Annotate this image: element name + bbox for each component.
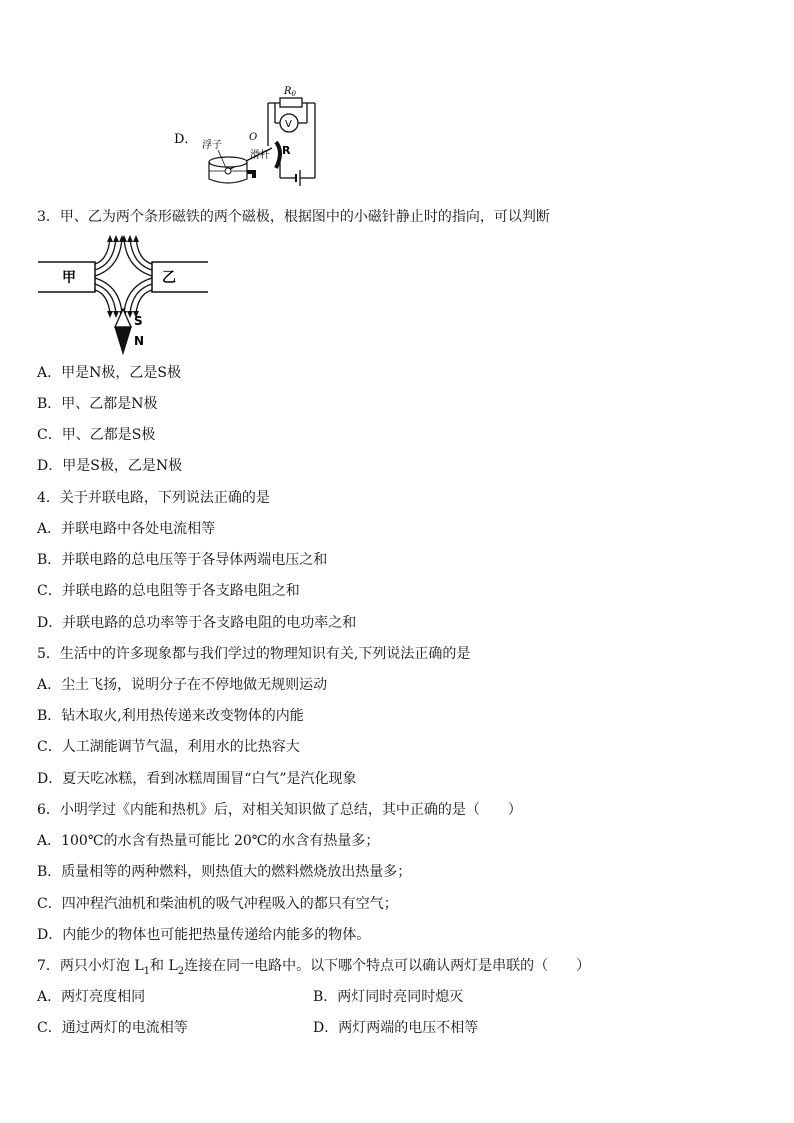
curved-resistor-r	[276, 142, 280, 168]
field-lines-top	[95, 238, 152, 276]
q4-option-a: A．并联电路中各处电流相等	[37, 521, 216, 537]
figure-d-letter: D．	[174, 132, 198, 147]
voltmeter-label: V	[285, 119, 292, 130]
needle-s-label: S	[134, 314, 143, 328]
q5-option-c: C．人工湖能调节气温，利用水的比热容大	[37, 739, 300, 755]
figure-magnets	[38, 232, 208, 354]
float	[225, 168, 231, 174]
q7-option-a: A．两灯亮度相同	[37, 989, 146, 1005]
q6-stem: 6．小明学过《内能和热机》后，对相关知识做了总结，其中正确的是（ ）	[37, 802, 522, 818]
r0-label: $R_0$	[284, 86, 296, 98]
q4-option-c: C．并联电路的总电阻等于各支路电阻之和	[37, 583, 300, 599]
magnet-yi-label: 乙	[162, 270, 176, 286]
q5-stem: 5．生活中的许多现象都与我们学过的物理知识有关,下列说法正确的是	[37, 646, 471, 662]
q7-option-d: D．两灯两端的电压不相等	[313, 1020, 479, 1036]
q3-option-c: C．甲、乙都是S极	[37, 427, 156, 443]
resistor-r0	[280, 98, 302, 107]
q7-option-b: B．两灯同时亮同时熄灭	[313, 989, 464, 1005]
q3-option-b: B．甲、乙都是N极	[37, 396, 158, 412]
faucet-icon	[247, 170, 256, 178]
q7-stem: 7．两只小灯泡 $L_1$和 $L_2$连接在同一电路中。以下哪个特点可以确认两灯是串联的（ ）	[37, 958, 591, 977]
q7-option-c: C．通过两灯的电流相等	[37, 1020, 188, 1036]
figure-d-circuit	[172, 82, 332, 192]
magnet-jia-label: 甲	[62, 270, 76, 286]
q3-option-a: A．甲是N极，乙是S极	[37, 365, 181, 381]
q5-option-b: B．钻木取火,利用热传递来改变物体的内能	[37, 708, 304, 724]
q3-stem: 3．甲、乙为两个条形磁铁的两个磁极，根据图中的小磁针静止时的指向，可以判断	[37, 209, 550, 225]
q5-option-d: D．夏天吃冰糕，看到冰糕周围冒“白气”是汽化现象	[37, 771, 357, 787]
slider-label: 滑杆	[250, 150, 270, 161]
pivot-label: O	[249, 132, 258, 143]
q4-stem: 4．关于并联电路，下列说法正确的是	[37, 490, 270, 506]
q6-option-b: B．质量相等的两种燃料，则热值大的燃料燃烧放出热量多；	[37, 864, 412, 880]
q3-option-d: D．甲是S极，乙是N极	[37, 458, 183, 474]
q6-option-a: A．100℃的水含有热量可能比 20℃的水含有热量多；	[37, 833, 380, 849]
q6-option-c: C．四冲程汽油机和柴油机的吸气冲程吸入的都只有空气；	[37, 896, 398, 912]
q6-option-d: D．内能少的物体也可能把热量传递给内能多的物体。	[37, 927, 371, 943]
needle-n-label: N	[134, 334, 145, 348]
q4-option-b: B．并联电路的总电压等于各导体两端电压之和	[37, 552, 328, 568]
compass-needle-n	[115, 327, 131, 353]
resistor-label: R	[282, 144, 291, 157]
q5-option-a: A．尘土飞扬，说明分子在不停地做无规则运动	[37, 677, 328, 693]
q4-option-d: D．并联电路的总功率等于各支路电阻的电功率之和	[37, 615, 357, 631]
float-label: 浮子	[202, 140, 222, 151]
arrow-heads-top	[107, 235, 139, 242]
magnet-yi	[152, 262, 208, 292]
